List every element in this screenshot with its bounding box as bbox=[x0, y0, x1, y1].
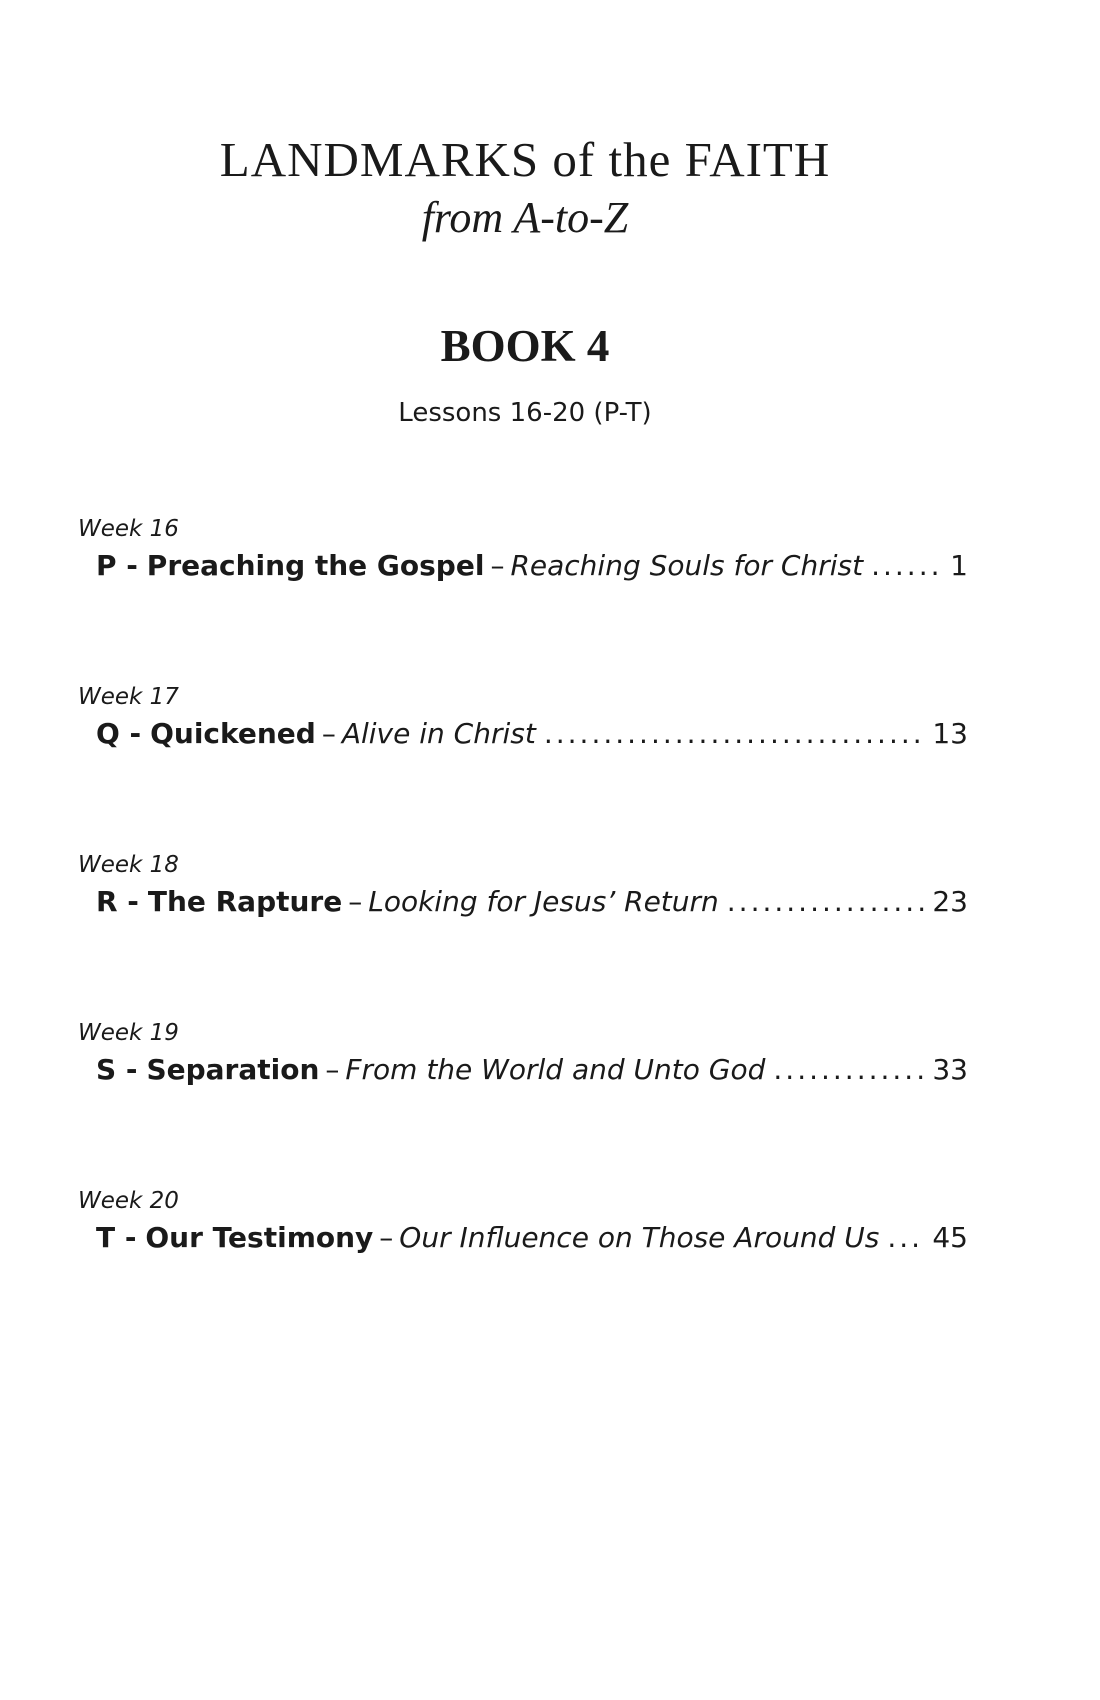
dot-leader bbox=[887, 1218, 924, 1258]
toc-line[interactable] bbox=[96, 1218, 968, 1258]
lesson-letter: S - bbox=[96, 1053, 138, 1086]
toc-entry bbox=[78, 848, 968, 1016]
lesson-letter: Q - bbox=[96, 717, 142, 750]
table-of-contents bbox=[78, 512, 968, 1352]
toc-line[interactable] bbox=[96, 1050, 968, 1090]
lesson-description: From the World and Unto God bbox=[345, 1053, 766, 1086]
lesson-description: Alive in Christ bbox=[341, 717, 536, 750]
dot-leader bbox=[727, 882, 925, 922]
page-number: 45 bbox=[932, 1221, 968, 1254]
lesson-topic: Our Testimony bbox=[145, 1221, 374, 1254]
separator: – bbox=[325, 1053, 340, 1086]
toc-line[interactable] bbox=[96, 882, 968, 922]
title: LANDMARKS of the FAITH bbox=[219, 132, 831, 187]
lesson-topic: The Rapture bbox=[147, 885, 343, 918]
lesson-topic: Separation bbox=[146, 1053, 320, 1086]
page-number: 13 bbox=[932, 717, 968, 750]
separator: – bbox=[348, 885, 363, 918]
separator: – bbox=[490, 549, 505, 582]
week-label: Week 17 bbox=[78, 684, 179, 710]
subtitle: from A-to-Z bbox=[421, 193, 629, 242]
book-heading: BOOK 4 bbox=[440, 321, 610, 371]
toc-entry bbox=[78, 1184, 968, 1352]
separator: – bbox=[379, 1221, 394, 1254]
page-number: 23 bbox=[932, 885, 968, 918]
toc-line[interactable] bbox=[96, 714, 968, 754]
week-label: Week 16 bbox=[78, 516, 179, 542]
lesson-description: Looking for Jesus’ Return bbox=[368, 885, 719, 918]
lessons-range: Lessons 16-20 (P-T) bbox=[398, 398, 652, 428]
lesson-topic: Quickened bbox=[150, 717, 316, 750]
toc-line[interactable] bbox=[96, 546, 968, 586]
dot-leader bbox=[544, 714, 925, 754]
toc-entry bbox=[78, 1016, 968, 1184]
lesson-topic: Preaching the Gospel bbox=[146, 549, 485, 582]
page-number: 1 bbox=[950, 549, 968, 582]
week-label: Week 18 bbox=[78, 852, 179, 878]
lesson-letter: T - bbox=[96, 1221, 137, 1254]
lesson-letter: R - bbox=[96, 885, 139, 918]
page-number: 33 bbox=[932, 1053, 968, 1086]
dot-leader bbox=[773, 1050, 924, 1090]
lesson-letter: P - bbox=[96, 549, 138, 582]
week-label: Week 20 bbox=[78, 1188, 179, 1214]
toc-entry bbox=[78, 512, 968, 680]
separator: – bbox=[321, 717, 336, 750]
dot-leader bbox=[871, 546, 942, 586]
lesson-description: Reaching Souls for Christ bbox=[510, 549, 864, 582]
toc-entry bbox=[78, 680, 968, 848]
week-label: Week 19 bbox=[78, 1020, 179, 1046]
lesson-description: Our Influence on Those Around Us bbox=[399, 1221, 880, 1254]
